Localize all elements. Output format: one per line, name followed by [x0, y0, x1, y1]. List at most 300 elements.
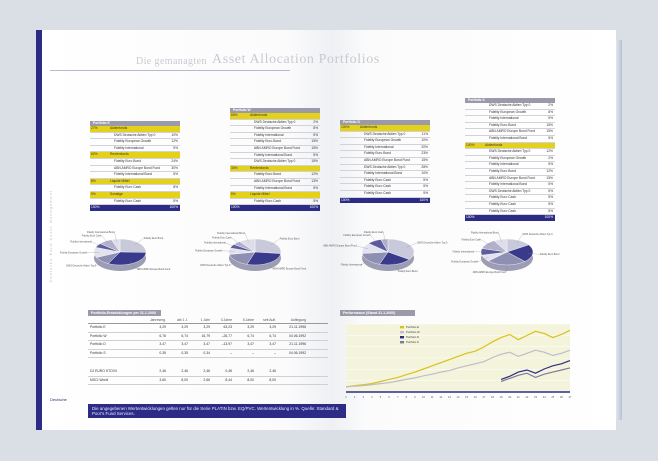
performance-cell: 8,00: [247, 377, 254, 382]
fund-row: [340, 171, 430, 178]
side-vertical-text: Deutsche Bank Asset Management: [48, 190, 53, 283]
pie-slice-label: ABN AMRO Europe Bond Fund: [136, 268, 171, 272]
title-rule: [50, 70, 290, 71]
fund-row: [465, 116, 555, 123]
performance-cell: 2,66: [203, 377, 210, 382]
performance-cell: 04.06.1992: [289, 333, 306, 338]
row-fund-name: Fidelity Euro Cash: [254, 198, 281, 203]
row-value: 100%: [309, 205, 318, 210]
fund-row: [230, 172, 320, 179]
row-value: 15%: [546, 175, 553, 180]
performance-table: [88, 318, 328, 385]
row-fund-name: Fidelity International Bond: [489, 135, 528, 140]
fund-row: [340, 191, 430, 198]
row-fund-name: ABN AMRO Europe Bond Fund: [489, 129, 535, 134]
row-value: 8%: [173, 185, 178, 190]
pie-chart-s: [451, 222, 560, 280]
performance-cell: 6,76: [159, 333, 166, 338]
total-row: [340, 198, 430, 204]
performance-cell: 04.06.1992: [289, 350, 306, 355]
fund-row: [465, 169, 555, 176]
performance-cell: 3,47: [181, 342, 188, 346]
performance-row: [88, 341, 328, 350]
pie-slice-label: Fidelity European Growth: [343, 233, 371, 237]
column-header: akt 1 J.: [177, 318, 188, 322]
fund-row: [340, 138, 430, 145]
legend-swatch: [400, 341, 404, 343]
fund-row: [90, 172, 180, 179]
x-tick-label: 13: [447, 396, 451, 399]
legend-label: Portfolio E: [406, 325, 419, 329]
row-fund-name: Fidelity Euro Cash: [364, 190, 391, 195]
category-row: [90, 179, 180, 186]
performance-cell: 3,47: [159, 342, 166, 346]
performance-cell: 3,47: [203, 342, 210, 346]
performance-cell: 6,74: [269, 333, 276, 338]
row-value: 11%: [421, 131, 428, 136]
portfolio-table-title: Portfolio W: [230, 108, 320, 113]
row-percent: 100%: [466, 142, 475, 147]
row-fund-name: Sonstige: [110, 191, 123, 196]
pie-slice-label: Fidelity Euro Bond: [279, 237, 300, 241]
pie-chart-d: [323, 222, 448, 280]
performance-cell: 2,46: [269, 369, 276, 373]
x-tick-label: 5: [379, 396, 382, 399]
performance-cell: 8,44: [225, 377, 232, 382]
row-fund-name: Aktienfonds: [360, 125, 378, 129]
performance-cell: 0,34: [203, 350, 210, 355]
row-fund-name: Fidelity Euro Cash: [114, 198, 141, 203]
fund-row: [230, 186, 320, 193]
x-tick-label: 27: [568, 396, 572, 399]
row-percent: 100%: [466, 215, 475, 220]
category-row: [230, 113, 320, 120]
category-row: [90, 192, 180, 199]
fund-row: [465, 103, 555, 110]
portfolio-table-w: [230, 108, 320, 211]
row-fund-name: DWS Deutsche Aktien Typ 0: [489, 188, 531, 193]
row-value: 2%: [548, 103, 553, 107]
performance-cell: 3,29: [181, 325, 188, 329]
row-fund-name: DWS Deutsche Aktien Typ 0: [489, 103, 531, 107]
performance-cell: 2,46: [159, 369, 166, 373]
row-value: 5%: [313, 198, 318, 203]
performance-row: [88, 350, 328, 359]
x-tick-label: 8: [405, 396, 408, 399]
x-tick-label: 9: [414, 396, 416, 399]
row-value: 5%: [548, 116, 553, 121]
performance-cell: 6,74: [247, 333, 254, 338]
category-row: [465, 143, 555, 150]
row-fund-name: Fidelity International Bond: [364, 171, 403, 176]
pie-slice-label: Fidelity International: [340, 263, 363, 267]
pie-chart-e: [60, 222, 171, 280]
row-value: 15%: [421, 157, 428, 162]
fund-row: [465, 209, 555, 216]
fund-row: [230, 120, 320, 127]
fund-row: [90, 139, 180, 146]
performance-cell: 3,29: [203, 325, 210, 329]
fund-row: [230, 126, 320, 133]
left-accent-strip: [36, 30, 42, 430]
fund-row: [90, 185, 180, 192]
legend-swatch: [400, 331, 404, 333]
x-tick-label: 18: [491, 396, 494, 399]
row-value: 5%: [548, 162, 553, 167]
row-percent: 62%: [91, 152, 98, 157]
performance-cell: 3,29: [159, 325, 166, 329]
fund-row: [230, 159, 320, 166]
fund-row: [230, 133, 320, 140]
fund-row: [465, 123, 555, 130]
pie-slice-label: Fidelity International: [204, 241, 226, 245]
row-fund-name: Fidelity European Growth: [364, 138, 402, 143]
row-fund-name: ABN AMRO Europe Bond Fund: [254, 145, 300, 150]
x-tick-label: 11: [430, 396, 434, 399]
row-fund-name: ABN AMRO Europe Bond Fund: [364, 157, 410, 162]
performance-cell: 0,46: [225, 369, 232, 373]
column-header: Auflegung: [290, 318, 306, 322]
pie-slice-label: Fidelity European Growth: [451, 260, 479, 264]
fund-row: [340, 178, 430, 185]
pie-slice-label: Fidelity International: [70, 240, 92, 244]
portfolio-table-title: Portfolio E: [90, 121, 180, 126]
performance-cell: 3,60: [159, 377, 166, 382]
row-label: Portfolio D: [90, 342, 106, 346]
row-fund-name: Fidelity International: [489, 162, 519, 167]
row-percent: 8%: [91, 178, 96, 183]
row-fund-name: Fidelity European Growth: [489, 155, 527, 160]
row-value: 8%: [313, 126, 318, 131]
portfolio-table-s: [465, 98, 555, 221]
row-value: 5%: [548, 182, 553, 187]
row-fund-name: Rentenfonds: [250, 165, 269, 170]
row-value: 10%: [171, 132, 178, 137]
performance-row: [88, 377, 328, 386]
x-tick-label: 1: [345, 396, 347, 399]
row-value: 5%: [548, 188, 553, 193]
x-tick-label: 7: [396, 396, 399, 399]
row-percent: 5%: [91, 191, 96, 196]
row-fund-name: Fidelity Euro Cash: [364, 184, 391, 189]
row-value: 5%: [423, 177, 428, 182]
page-title-small: Die gemanagten: [136, 56, 207, 67]
category-row: [230, 192, 320, 199]
row-fund-name: Fidelity Euro Bond: [364, 151, 391, 156]
row-value: 5%: [548, 208, 553, 213]
row-fund-name: Rentenfonds: [110, 152, 129, 157]
row-value: 100%: [544, 215, 553, 220]
row-value: 5%: [173, 198, 178, 203]
category-row: [340, 125, 430, 132]
row-value: 5%: [313, 132, 318, 137]
pie-slice-label: Fidelity Euro Bond: [143, 236, 164, 240]
row-percent: 30%: [231, 165, 238, 170]
row-fund-name: Aktienfonds: [485, 142, 503, 147]
fund-row: [465, 202, 555, 209]
row-value: 5%: [548, 195, 553, 200]
portfolio-table-title: Portfolio D: [340, 120, 430, 125]
x-tick-label: 24: [542, 396, 546, 399]
performance-cell: 16,79: [201, 333, 210, 338]
row-percent: 100%: [231, 205, 240, 210]
fund-row: [465, 110, 555, 117]
pie-slice-label: Fidelity Euro Cash: [461, 238, 481, 242]
fund-row: [465, 189, 555, 196]
row-value: 5%: [313, 152, 318, 157]
performance-cell: 21.11.1996: [289, 342, 306, 346]
row-fund-name: Fidelity Euro Bond: [254, 139, 281, 144]
pie-slice-label: Fidelity Euro Cash: [212, 236, 232, 240]
fund-row: [230, 146, 320, 153]
row-value: 23%: [421, 151, 428, 156]
x-tick-label: 26: [559, 396, 563, 399]
performance-line-chart: [340, 318, 574, 404]
legend-label: Portfolio W: [406, 330, 420, 334]
total-row: [90, 205, 180, 211]
row-fund-name: Aktienfonds: [110, 126, 128, 130]
row-value: 2%: [548, 155, 553, 160]
pie-slice-label: Fidelity European Growth: [60, 251, 88, 255]
row-fund-name: ABN AMRO Europe Bond Fund: [114, 165, 160, 170]
pie-slice-label: DWS Deutsche Aktien Typ 0: [66, 264, 97, 268]
row-fund-name: Fidelity Euro Bond: [254, 172, 281, 177]
x-tick-label: 12: [439, 396, 443, 399]
category-row: [230, 166, 320, 173]
category-row: [90, 126, 180, 133]
row-fund-name: DWS Deutsche Aktien Typ 0: [364, 164, 406, 169]
x-tick-label: 2: [353, 396, 356, 399]
portfolio-table-e: [90, 121, 180, 211]
fund-row: [465, 195, 555, 202]
pie-slice-label: Fidelity International Bond: [470, 231, 499, 235]
total-row: [465, 215, 555, 221]
row-fund-name: Fidelity Euro Cash: [489, 201, 516, 206]
fund-row: [340, 158, 430, 165]
row-value: 12%: [311, 172, 318, 177]
row-fund-name: Fidelity Euro Bond: [489, 168, 516, 173]
row-label: Portfolio W: [90, 333, 107, 338]
x-tick-label: 23: [534, 396, 537, 399]
performance-cell: 2,46: [181, 369, 188, 373]
pie-slice-label: Fidelity Euro Bond: [539, 253, 560, 257]
pie-slice: [120, 239, 146, 252]
row-fund-name: ABN AMRO Europe Bond Fund: [489, 175, 535, 180]
fund-row: [340, 145, 430, 152]
performance-cell: 0,35: [159, 350, 166, 355]
x-tick-label: 10: [422, 396, 425, 399]
row-fund-name: Liquide Mittel: [110, 178, 130, 183]
portfolio-table-title: Portfolio S: [465, 98, 555, 103]
row-label: Portfolio E: [90, 325, 106, 329]
page-edge: [616, 40, 622, 420]
performance-row: [88, 368, 328, 377]
row-value: 12%: [171, 139, 178, 144]
row-value: 10%: [421, 171, 428, 176]
performance-cell: 2,46: [247, 369, 254, 373]
fund-row: [90, 133, 180, 140]
row-fund-name: Fidelity European Growth: [489, 109, 527, 114]
row-fund-name: Fidelity Euro Cash: [489, 195, 516, 200]
row-fund-name: DWS Deutsche Aktien Typ 0: [364, 131, 406, 136]
row-fund-name: Aktienfonds: [250, 113, 268, 117]
row-value: 15%: [311, 145, 318, 150]
pie-slice-label: Fidelity International Bond: [217, 231, 245, 235]
x-tick-label: 25: [551, 396, 555, 399]
row-value: 13%: [311, 178, 318, 183]
row-percent: 100%: [91, 205, 100, 210]
fund-row: [465, 162, 555, 169]
fund-row: [90, 159, 180, 166]
row-value: 5%: [173, 145, 178, 150]
row-value: 5%: [173, 172, 178, 177]
row-percent: 65%: [231, 113, 238, 117]
x-tick-label: 16: [473, 396, 477, 399]
row-percent: 5%: [231, 192, 236, 197]
performance-cell: –13,97: [221, 342, 232, 346]
row-fund-name: Fidelity International: [254, 132, 284, 137]
fund-row: [230, 179, 320, 186]
fund-row: [230, 139, 320, 146]
row-value: 5%: [548, 201, 553, 206]
fund-row: [230, 153, 320, 160]
footnote-text: Die angegebenen Wertentwicklungen gelten nur für die Serie PLATIN bzw. EQ/PVC. Wertentwicklung in %. Quelle: Standard & Poor's Fund Services.: [92, 406, 339, 416]
line-chart-title: Performance (Stand 31.1.2000): [340, 310, 415, 316]
column-header: 1 Jahr: [200, 318, 210, 322]
row-fund-name: DWS Deutsche Aktien Typ 0: [489, 149, 531, 154]
row-fund-name: Fidelity International Bond: [114, 172, 153, 177]
row-fund-name: Fidelity European Growth: [254, 126, 292, 131]
row-fund-name: Fidelity International: [114, 145, 144, 150]
x-tick-label: 22: [525, 396, 529, 399]
row-value: 2%: [313, 119, 318, 124]
fund-row: [465, 149, 555, 156]
fund-row: [90, 199, 180, 206]
row-value: 5%: [548, 135, 553, 140]
row-value: 100%: [419, 197, 428, 202]
performance-cell: 0,35: [181, 350, 188, 355]
row-label: MSCI World: [90, 377, 109, 382]
legend-swatch: [400, 326, 404, 328]
row-percent: 27%: [91, 126, 98, 130]
row-fund-name: Fidelity International: [489, 116, 519, 121]
fund-row: [465, 182, 555, 189]
pie-slice-label: Fidelity Euro Cash: [363, 231, 384, 234]
column-header: 3 Jahre: [220, 318, 232, 322]
performance-row: [88, 333, 328, 342]
pie-slice-label: ABN AMRO Europe Bond Fund: [272, 267, 307, 271]
row-value: 15%: [311, 159, 318, 164]
performance-cell: 3,29: [269, 325, 276, 329]
portfolio-table-d: [340, 120, 430, 203]
column-header: 5 Jahre: [242, 318, 254, 322]
row-fund-name: Fidelity Euro Cash: [114, 185, 141, 190]
pie-slice-label: Fidelity Euro Bond: [398, 269, 418, 273]
row-value: 30%: [171, 165, 178, 170]
row-value: 15%: [546, 129, 553, 134]
fund-row: [230, 199, 320, 206]
performance-table-title: Portfolio-Entwicklungen per 31.1.2000: [88, 310, 161, 316]
fund-row: [340, 184, 430, 191]
pie-slice-label: Fidelity International Bond: [86, 231, 115, 235]
performance-cell: 8,00: [181, 377, 188, 382]
fund-row: [340, 151, 430, 158]
x-tick-label: 17: [482, 396, 486, 399]
row-fund-name: Fidelity International Bond: [254, 152, 293, 157]
row-percent: 100%: [341, 197, 350, 202]
row-value: 28%: [421, 164, 428, 169]
x-tick-label: 14: [456, 396, 460, 399]
x-tick-label: 20: [508, 396, 512, 399]
legend-label: Portfolio S: [406, 340, 419, 344]
x-tick-label: 3: [362, 396, 364, 399]
row-fund-name: Fidelity Euro Bond: [489, 122, 516, 127]
x-tick-label: 19: [499, 396, 503, 399]
pie-slice-label: Fidelity International: [452, 250, 474, 254]
performance-cell: 2,46: [203, 369, 210, 373]
row-fund-name: Fidelity International Bond: [254, 185, 293, 190]
row-value: 100%: [169, 205, 178, 210]
performance-cell: 8,00: [269, 377, 276, 382]
performance-cell: –: [274, 350, 276, 355]
column-header: seit Aufl.: [263, 318, 276, 322]
performance-cell: 21.11.1996: [289, 325, 306, 329]
legend-swatch: [400, 336, 404, 338]
row-value: 12%: [546, 168, 553, 173]
pie-slice-label: DWS Deutsche Aktien Typ 0: [200, 264, 231, 268]
row-value: 20%: [421, 144, 428, 149]
fund-row: [465, 136, 555, 143]
row-value: 5%: [313, 185, 318, 190]
row-value: 24%: [171, 158, 178, 163]
pie-chart-w: [195, 222, 307, 280]
footnote-bar: [88, 404, 346, 418]
x-tick-label: 15: [465, 396, 469, 399]
legend-label: Portfolio D: [406, 335, 420, 339]
performance-cell: 3,47: [247, 342, 254, 346]
row-value: 5%: [423, 190, 428, 195]
total-row: [230, 205, 320, 211]
pie-slice-label: Fidelity Euro Cash: [81, 234, 102, 238]
performance-cell: 63,23: [223, 325, 232, 329]
fund-row: [90, 166, 180, 173]
x-tick-label: 4: [371, 396, 373, 399]
row-value: 15%: [546, 122, 553, 127]
fund-row: [465, 129, 555, 136]
pie-slice-label: ABN AMRO Europe Bond Fund: [323, 244, 357, 248]
performance-cell: –: [252, 350, 254, 355]
performance-cell: 3,29: [247, 325, 254, 329]
column-header: Jahreserg.: [149, 318, 166, 322]
row-fund-name: Fidelity Euro Bond: [114, 158, 141, 163]
row-fund-name: ABN AMRO Europe Bond Fund: [254, 178, 300, 183]
performance-cell: –: [230, 350, 232, 355]
row-fund-name: Fidelity International Bond: [489, 182, 528, 187]
x-tick-label: 21: [516, 396, 520, 399]
fund-row: [465, 156, 555, 163]
row-fund-name: Fidelity European Growth: [114, 139, 152, 144]
fund-row: [340, 165, 430, 172]
pie-slice-label: Fidelity European Growth: [195, 249, 223, 253]
pie-slice-label: DWS Deutsche Aktien Typ 0: [417, 241, 448, 245]
fund-row: [90, 146, 180, 153]
deutsche-logo: Deutsche: [50, 397, 67, 402]
x-tick-label: 6: [388, 396, 390, 399]
row-percent: 100%: [341, 125, 350, 129]
row-fund-name: DWS Deutsche Aktien Typ 0: [114, 132, 156, 137]
row-label: Portfolio S: [90, 350, 106, 355]
performance-row: [88, 324, 328, 333]
